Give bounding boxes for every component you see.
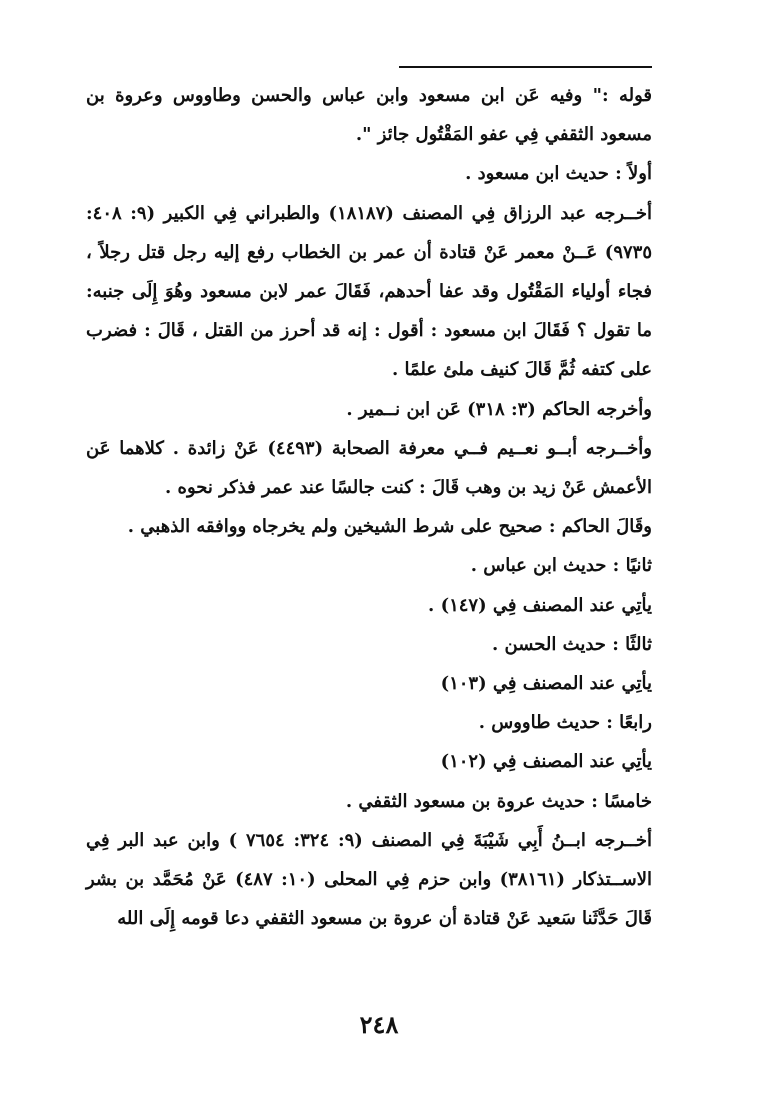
paragraph-hakim-source: وأخرجه الحاكم (٣: ٣١٨) عَن ابن نــمير . bbox=[346, 398, 652, 420]
paragraph-heading-fourth: رابعًا : حديث طاووس . bbox=[478, 712, 652, 734]
paragraph-heading-third: ثالثًا : حديث الحسن . bbox=[492, 633, 652, 655]
page-number: ٢٤٨ bbox=[359, 1010, 399, 1039]
paragraph-abdulrazzaq-narration: أخــرجه عبد الرزاق فِي المصنف (١٨١٨٧) والطبراني فِي الكبير (٩: ٤٠٨: ٩٧٣٥) عَــنْ معمر عَنْ قتادة أن عمر بن الخطاب رفع إليه رجل قتل رجلاً ، فجاء أولياء المَقْتُول وقد عفا أحدهم، فَقَالَ عمر لابن مسعود وهُوَ إِلَى جنبه: ما تقول ؟ فَقَالَ ابن مسعود : أقول : إنه قد أحرز من القتل ، قَالَ : فضرب على كتفه ثُمَّ قَالَ كنيف ملئ علمًا . bbox=[86, 202, 652, 381]
paragraph-heading-first: أولاً : حديث ابن مسعود . bbox=[465, 163, 652, 185]
paragraph-reference-102: يأتِي عند المصنف فِي (١٠٢) bbox=[440, 751, 652, 773]
paragraph-hakim-grading: وقَالَ الحاكم : صحيح على شرط الشيخين ولم يخرجاه ووافقه الذهبي . bbox=[127, 516, 652, 538]
paragraph-reference-147: يأتِي عند المصنف فِي (١٤٧) . bbox=[428, 594, 652, 616]
paragraph-reference-103: يأتِي عند المصنف فِي (١٠٣) bbox=[440, 673, 652, 695]
paragraph-heading-second: ثانيًا : حديث ابن عباس . bbox=[470, 555, 652, 577]
paragraph-ibn-abi-shaybah-narration: أخــرجه ابــنُ أَبِي شَيْبَةَ فِي المصنف (٩: ٣٢٤: ٧٦٥٤ ) وابن عبد البر فِي الاســتذكار (٣٨١٦١) وابن حزم فِي المحلى (١٠: ٤٨٧) عَنْ مُحَمَّد بن بشر قَالَ حَدَّثَنا سَعيد عَنْ قتادة أن عروة بن مسعود الثقفي دعا قومه إِلَى الله bbox=[86, 829, 652, 930]
footnote-separator-rule bbox=[399, 66, 652, 68]
paragraph-heading-fifth: خامسًا : حديث عروة بن مسعود الثقفي . bbox=[345, 790, 652, 812]
body-text bbox=[86, 76, 652, 938]
paragraph-quote: قوله :" وفيه عَن ابن مسعود وابن عباس والحسن وطاووس وعروة بن مسعود الثقفي فِي عفو المَقْتُول جائز ". bbox=[86, 85, 652, 146]
paragraph-abu-nuaym-source: وأخــرجه أبــو نعــيم فــي معرفة الصحابة (٤٤٩٣) عَنْ زائدة . كلاهما عَن الأعمش عَنْ زيد بن وهب قَالَ : كنت جالسًا عند عمر فذكر نحوه . bbox=[86, 437, 652, 499]
